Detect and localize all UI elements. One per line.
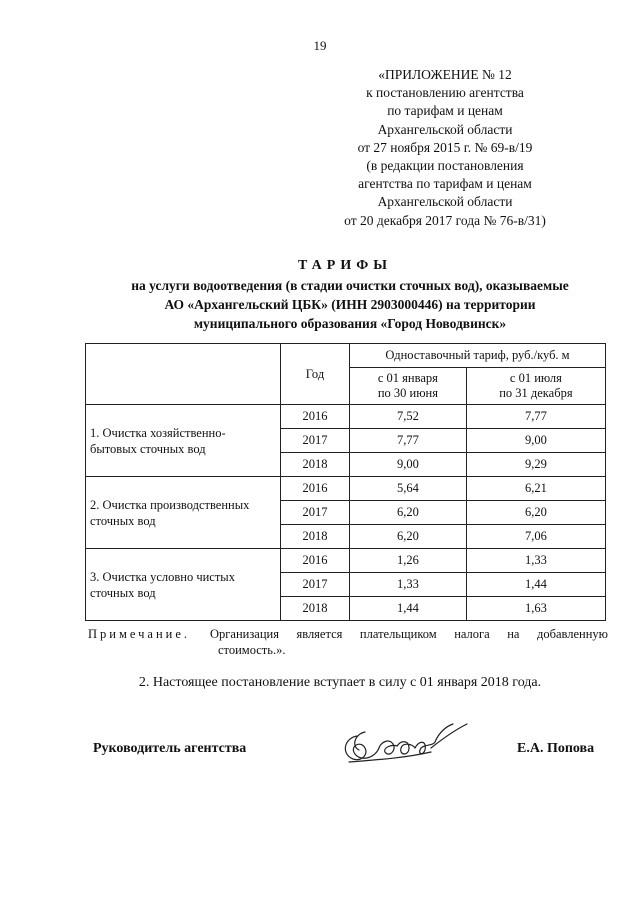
service-label: 1. Очистка хозяйственно- бытовых сточных вод bbox=[86, 405, 281, 477]
tariff-h1-cell: 7,77 bbox=[350, 429, 467, 453]
signatory-name: Е.А. Попова bbox=[517, 741, 595, 756]
year-cell: 2017 bbox=[281, 573, 350, 597]
year-cell: 2016 bbox=[281, 549, 350, 573]
service-label: 2. Очистка производственных сточных вод bbox=[86, 477, 281, 549]
table-header-row bbox=[86, 344, 606, 368]
note-text: Организация является плательщиком налога на добавленную bbox=[210, 627, 608, 641]
appendix-line: по тарифам и ценам bbox=[387, 103, 503, 119]
header-tariff-group: Одноставочный тариф, руб./куб. м bbox=[350, 344, 606, 368]
service-label: 3. Очистка условно чистых сточных вод bbox=[86, 549, 281, 621]
tariff-h2-cell: 9,00 bbox=[466, 429, 605, 453]
signatory-role: Руководитель агентства bbox=[93, 741, 247, 756]
tariff-h1-cell: 1,33 bbox=[350, 573, 467, 597]
year-cell: 2018 bbox=[281, 453, 350, 477]
year-cell: 2017 bbox=[281, 429, 350, 453]
year-cell: 2016 bbox=[281, 477, 350, 501]
tariff-h2-cell: 6,20 bbox=[466, 501, 605, 525]
appendix-line: от 20 декабря 2017 года № 76-в/31) bbox=[344, 212, 546, 228]
appendix-line: Архангельской области bbox=[377, 194, 513, 210]
tariff-h1-cell: 5,64 bbox=[350, 477, 467, 501]
year-cell: 2016 bbox=[281, 405, 350, 429]
appendix-line: к постановлению агентства bbox=[366, 85, 524, 101]
table-row bbox=[86, 477, 606, 501]
note-label: Примечание. bbox=[88, 627, 191, 641]
page-number: 19 bbox=[313, 38, 327, 53]
header-service-cell bbox=[86, 344, 281, 405]
appendix-line: от 27 ноября 2015 г. № 69-в/19 bbox=[357, 139, 533, 155]
table-row bbox=[86, 405, 606, 429]
tariff-h2-cell: 7,06 bbox=[466, 525, 605, 549]
appendix-line: «ПРИЛОЖЕНИЕ № 12 bbox=[378, 67, 512, 82]
document-title: ТАРИФЫ bbox=[298, 258, 392, 273]
tariff-h2-cell: 9,29 bbox=[466, 453, 605, 477]
tariff-h1-cell: 6,20 bbox=[350, 525, 467, 549]
table-row bbox=[86, 549, 606, 573]
year-cell: 2018 bbox=[281, 525, 350, 549]
subtitle-line: муниципального образования «Город Новодвинск» bbox=[193, 316, 507, 331]
tariff-h1-cell: 1,44 bbox=[350, 597, 467, 621]
subtitle-line: АО «Архангельский ЦБК» (ИНН 2903000446) на территории bbox=[164, 297, 536, 312]
tariff-h1-cell: 6,20 bbox=[350, 501, 467, 525]
year-cell: 2017 bbox=[281, 501, 350, 525]
tariff-h2-cell: 1,63 bbox=[466, 597, 605, 621]
appendix-line: агентства по тарифам и ценам bbox=[358, 176, 532, 192]
tariff-h2-cell: 7,77 bbox=[466, 405, 605, 429]
tariff-h2-cell: 1,44 bbox=[466, 573, 605, 597]
year-cell: 2018 bbox=[281, 597, 350, 621]
subtitle-line: на услуги водоотведения (в стадии очистки сточных вод), оказываемые bbox=[131, 278, 569, 293]
tariff-table bbox=[85, 343, 606, 621]
header-period-1: с 01 января по 30 июня bbox=[350, 368, 467, 405]
header-period-2: с 01 июля по 31 декабря bbox=[466, 368, 605, 405]
note-block bbox=[88, 626, 608, 658]
tariff-h1-cell: 1,26 bbox=[350, 549, 467, 573]
tariff-h2-cell: 6,21 bbox=[466, 477, 605, 501]
document-subtitle bbox=[90, 276, 610, 333]
appendix-line: (в редакции постановления bbox=[366, 158, 524, 174]
effective-date-clause: 2. Настоящее постановление вступает в силу с 01 января 2018 года. bbox=[138, 675, 542, 690]
tariff-h1-cell: 9,00 bbox=[350, 453, 467, 477]
tariff-h1-cell: 7,52 bbox=[350, 405, 467, 429]
handwritten-signature bbox=[335, 718, 475, 773]
appendix-line: Архангельской области bbox=[377, 121, 513, 137]
header-year: Год bbox=[281, 344, 350, 405]
appendix-header bbox=[300, 66, 590, 230]
note-text-continued: стоимость.». bbox=[218, 643, 286, 657]
tariff-h2-cell: 1,33 bbox=[466, 549, 605, 573]
